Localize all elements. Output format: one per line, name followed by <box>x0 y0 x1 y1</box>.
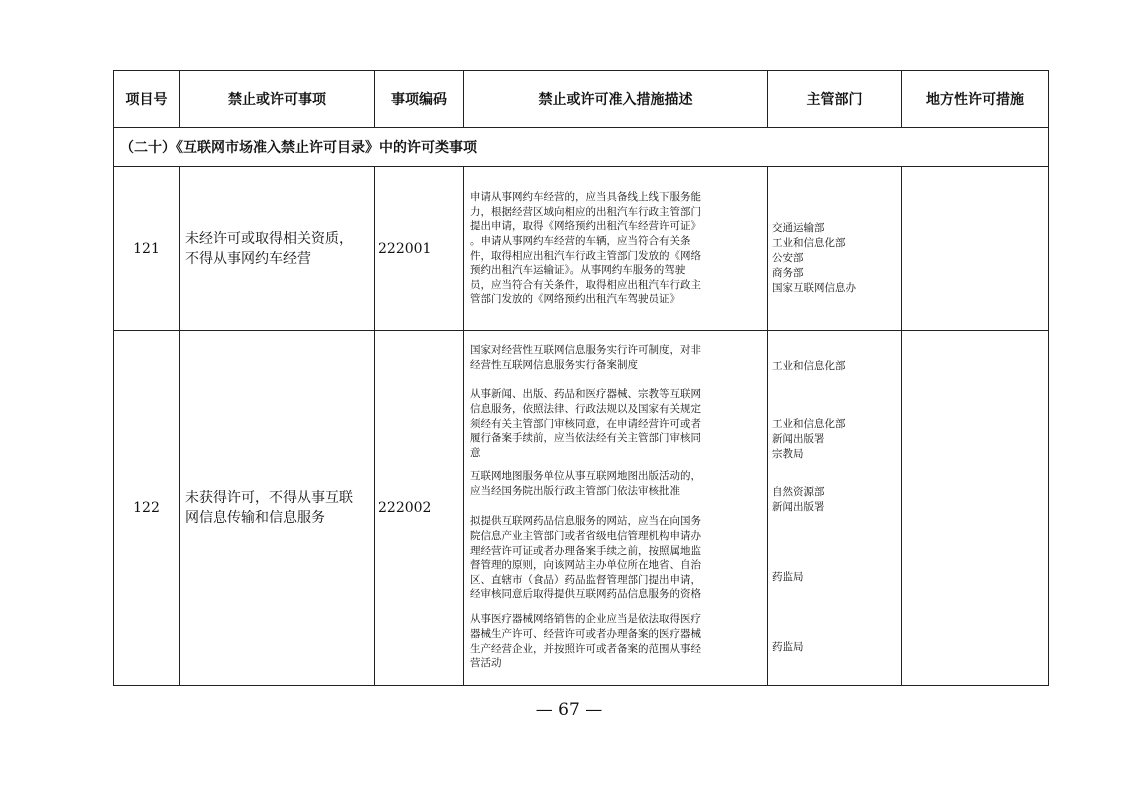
desc-line: 信息服务，依照法律、行政法规以及国家有关规定 <box>470 402 701 415</box>
desc-block <box>470 469 763 514</box>
department: 新闻出版署 <box>772 501 825 513</box>
item-line: 不得从事网约车经营 <box>185 250 311 267</box>
department: 工业和信息化部 <box>772 237 846 249</box>
desc-block <box>470 343 763 387</box>
department: 自然资源部 <box>772 486 825 498</box>
table-header-row <box>114 71 1049 128</box>
section-title: （二十）《互联网市场准入禁止许可目录》中的许可类事项 <box>114 128 1049 167</box>
desc-line: 生产经营企业，并按照许可或者备案的范围从事经 <box>470 642 701 655</box>
row-local-measures <box>902 331 1049 686</box>
desc-block <box>470 514 763 612</box>
department: 商务部 <box>772 267 804 279</box>
catalog-table <box>113 70 1049 686</box>
header-item-number: 项目号 <box>114 71 180 128</box>
row-description <box>464 331 768 686</box>
dept-block <box>772 485 897 530</box>
desc-line: 营活动 <box>470 657 502 670</box>
desc-line: 意 <box>470 446 481 459</box>
table-row <box>114 167 1049 331</box>
row-departments <box>768 167 902 331</box>
item-line: 网信息传输和信息服务 <box>185 510 325 526</box>
department: 药监局 <box>772 571 804 583</box>
dept-block <box>772 359 897 403</box>
row-item <box>180 331 375 686</box>
table-row <box>114 331 1049 686</box>
desc-line: 从事医疗器械网络销售的企业应当是依法取得医疗 <box>470 613 701 626</box>
dept-block <box>772 530 897 628</box>
desc-line: 经审核同意后取得提供互联网药品信息服务的资格 <box>470 588 701 601</box>
row-local-measures <box>902 167 1049 331</box>
desc-line: 理经营许可证或者办理备案手续之前，按照属地监 <box>470 544 701 557</box>
section-row <box>114 128 1049 167</box>
row-number: 122 <box>114 331 180 686</box>
desc-line: 须经有关主管部门审核同意，在申请经营许可或者 <box>470 417 701 430</box>
department: 国家互联网信息办 <box>772 282 856 294</box>
item-line: 未经许可或取得相关资质， <box>185 230 353 247</box>
row-number: 121 <box>114 167 180 331</box>
dept-block <box>772 403 897 485</box>
desc-line: 经营性互联网信息服务实行备案制度 <box>470 358 638 371</box>
dept-block <box>772 628 897 655</box>
desc-line: 督管理的原则，向该网站主办单位所在地省、自治 <box>470 559 701 572</box>
desc-line: 应当经国务院出版行政主管部门依法审核批准 <box>470 484 680 497</box>
department: 交通运输部 <box>772 222 825 234</box>
desc-line: 器械生产许可、经营许可或者办理备案的医疗器械 <box>470 627 701 640</box>
row-item <box>180 167 375 331</box>
department: 公安部 <box>772 252 804 264</box>
department: 药监局 <box>772 641 804 653</box>
header-local-measures: 地方性许可措施 <box>902 71 1049 128</box>
header-item: 禁止或许可事项 <box>180 71 375 128</box>
desc-line: 预约出租汽车运输证》。从事网约车服务的驾驶 <box>470 264 686 277</box>
item-line: 未获得许可，不得从事互联 <box>185 490 353 506</box>
header-code: 事项编码 <box>375 71 464 128</box>
desc-line: 申请从事网约车经营的，应当具备线上线下服务能 <box>470 191 701 204</box>
desc-line: 管部门发放的《网络预约出租汽车驾驶员证》 <box>470 293 680 306</box>
desc-line: 履行备案手续前，应当依法经有关主管部门审核同 <box>470 432 701 445</box>
desc-line: 员，应当符合有关条件，取得相应出租汽车行政主 <box>470 278 701 291</box>
desc-line: 从事新闻、出版、药品和医疗器械、宗教等互联网 <box>470 388 701 401</box>
header-department: 主管部门 <box>768 71 902 128</box>
row-departments <box>768 331 902 686</box>
desc-block <box>470 387 763 469</box>
desc-line: 区、直辖市（食品）药品监督管理部门提出申请， <box>470 573 701 586</box>
row-code: 222001 <box>375 167 464 331</box>
department: 宗教局 <box>772 448 804 460</box>
desc-line: 拟提供互联网药品信息服务的网站，应当在向国务 <box>470 515 701 528</box>
department: 工业和信息化部 <box>772 360 846 372</box>
desc-line: 国家对经营性互联网信息服务实行许可制度，对非 <box>470 344 701 357</box>
desc-block <box>470 612 763 670</box>
department: 新闻出版署 <box>772 433 825 445</box>
header-description: 禁止或许可准入措施描述 <box>464 71 768 128</box>
desc-line: 力，根据经营区域向相应的出租汽车行政主管部门 <box>470 205 701 218</box>
row-description <box>464 167 768 331</box>
desc-line: 互联网地图服务单位从事互联网地图出版活动的， <box>470 470 701 483</box>
desc-line: 院信息产业主管部门或者省级电信管理机构申请办 <box>470 529 701 542</box>
desc-line: 提出申请，取得《网络预约出租汽车经营许可证》 <box>470 220 701 233</box>
desc-line: 。申请从事网约车经营的车辆，应当符合有关条 <box>470 234 691 247</box>
page-number: — 67 — <box>535 700 603 720</box>
department: 工业和信息化部 <box>772 418 846 430</box>
desc-line: 件，取得相应出租汽车行政主管部门发放的《网络 <box>470 249 701 262</box>
row-code: 222002 <box>375 331 464 686</box>
